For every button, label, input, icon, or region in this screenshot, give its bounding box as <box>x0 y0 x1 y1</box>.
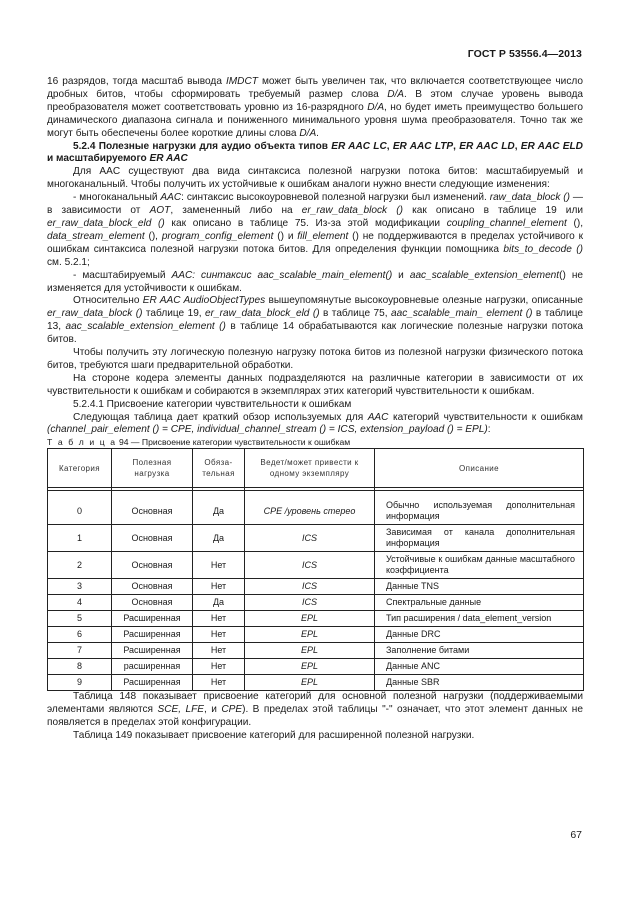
cell-category: 1 <box>48 525 112 552</box>
cell-mandatory: Да <box>193 491 245 525</box>
cell-mandatory: Нет <box>193 675 245 691</box>
cell-instance <box>245 525 375 552</box>
page-number: 67 <box>570 829 582 841</box>
italic-run: program_config_element <box>161 230 274 242</box>
text-run: ). В пределах этой таблицы "-" означает, что этот элемент данных не появляется в пределах этой конфигурации. <box>47 704 583 729</box>
instance-text: CPE /уровень стерео <box>263 505 356 516</box>
section-heading-5-2-4 <box>47 141 583 167</box>
header-instance: Ведет/может привести к одному экземпляру <box>245 449 375 488</box>
text-run: в таблице 14 обрабатываются как логические полезные нагрузки потока битов. <box>47 321 583 346</box>
instance-text: EPL <box>300 645 318 656</box>
instance-text: ICS <box>301 532 317 543</box>
paragraph-encoder-categories: На стороне кодера элементы данных подразделяются на различные категории в зависимости от их чувствительности к ошибкам и собираются в экземплярах этих категорий чувствительности к ошибкам. <box>47 372 583 397</box>
table-row <box>48 525 584 552</box>
cell-payload: Расширенная <box>112 627 193 643</box>
cell-category: 4 <box>48 595 112 611</box>
italic-run: fill_element <box>297 230 349 242</box>
cell-instance <box>245 611 375 627</box>
italic-run: ER AAC <box>149 153 188 165</box>
paragraph-scalable <box>47 270 583 296</box>
cell-payload: Расширенная <box>112 675 193 691</box>
italic-run: ER AAC LTP <box>392 140 454 152</box>
header-description: Описание <box>375 449 584 488</box>
italic-run: aac_scalable_extension_element () <box>65 321 226 333</box>
cell-mandatory: Нет <box>193 552 245 579</box>
instance-text: ICS <box>301 559 317 570</box>
text-run: () не поддерживаются в пределах устойчивого к ошибкам синтаксиса полезной нагрузки потока битов. Для определения функции помощника <box>47 230 584 255</box>
cell-instance <box>245 675 375 691</box>
cell-description: Обычно используемая дополнительная информация <box>375 491 584 525</box>
italic-run: er_raw_data_block () <box>47 308 143 320</box>
table-row <box>48 595 584 611</box>
cell-instance <box>245 579 375 595</box>
text-run: , <box>386 140 393 152</box>
italic-run: AOT <box>149 205 171 217</box>
italic-run: (channel_pair_element () = CPE, individual_channel_stream () = ICS, extension_payload () = EPL) <box>47 424 488 436</box>
table-row <box>48 579 584 595</box>
text-run: (), <box>566 217 583 229</box>
cell-instance <box>245 643 375 659</box>
cell-mandatory: Нет <box>193 643 245 659</box>
instance-text: EPL <box>300 677 318 688</box>
text-run: категорий чувствительности к ошибкам <box>388 411 583 423</box>
paragraph-word-length <box>47 76 583 141</box>
cell-instance <box>245 659 375 675</box>
instance-text: EPL <box>300 661 318 672</box>
text-run: Относительно <box>73 295 143 307</box>
cell-description: Устойчивые к ошибкам данные масштабного коэффициента <box>375 552 584 579</box>
paragraph-aac-syntax: Для AAC существуют два вида синтаксиса полезной нагрузки потока битов: масштабируемый и многоканальный. Чтобы получить их устойчивые к ошибкам аналоги нужно внести следующие изменения: <box>47 166 583 191</box>
cell-payload: Основная <box>112 552 193 579</box>
cell-category: 6 <box>48 627 112 643</box>
cell-description: Данные DRC <box>375 627 584 643</box>
cell-instance <box>245 552 375 579</box>
text-run: может быть увеличен так, что включается соответствующее число дробных битов, чтобы сформировать требуемый размер слова <box>47 76 583 100</box>
italic-run: data_stream_element <box>47 230 145 242</box>
text-run: в таблице 75, <box>319 308 391 320</box>
cell-description: Заполнение битами <box>375 643 584 659</box>
table-row <box>48 552 584 579</box>
cell-description: Спектральные данные <box>375 595 584 611</box>
cell-category: 7 <box>48 643 112 659</box>
cell-payload: Основная <box>112 525 193 552</box>
italic-run: aac_scalable_extension_element <box>409 269 560 281</box>
italic-run: er_raw_data_block_eld () <box>47 217 165 229</box>
cell-instance <box>245 491 375 525</box>
italic-run: SCE, LFE <box>157 704 204 716</box>
text-run: , но будет иметь преимущество большего динамического диапазона сигнала и пониженного минимального уровня шума преобразователя. Точно так же могут быть обеспечены более короткие длины слова <box>47 101 583 139</box>
page-content <box>47 76 583 743</box>
header-mandatory: Обяза-тельная <box>193 449 245 488</box>
text-run: , <box>514 140 521 152</box>
caption-prefix: Т а б л и ц а <box>47 437 117 448</box>
italic-run: ER AAC AudioObjectTypes <box>142 295 266 307</box>
text-run: , <box>453 140 460 152</box>
document-code: ГОСТ Р 53556.4—2013 <box>467 48 582 60</box>
text-run: : <box>487 424 491 436</box>
cell-description: Тип расширения / data_element_version <box>375 611 584 627</box>
paragraph-er-aac-object-types <box>47 295 583 347</box>
cell-payload: Расширенная <box>112 611 193 627</box>
instance-text: EPL <box>300 629 318 640</box>
cell-category: 0 <box>48 491 112 525</box>
cell-mandatory: Нет <box>193 627 245 643</box>
text-run: и масштабируемого <box>47 153 150 165</box>
cell-description: Данные TNS <box>375 579 584 595</box>
italic-run: AAC: синтаксис aac_scalable_main_element() <box>171 269 393 281</box>
table-row <box>48 611 584 627</box>
instance-text: EPL <box>300 613 318 624</box>
italic-run: D/A <box>299 127 317 139</box>
cell-category: 5 <box>48 611 112 627</box>
instance-text: ICS <box>301 597 317 608</box>
caption-text: 94 — Присвоение категории чувствительности к ошибкам <box>116 437 351 448</box>
table-row <box>48 659 584 675</box>
text-run: как описано в таблице 19 или <box>402 205 583 217</box>
text-run: в таблице 13, <box>47 308 583 333</box>
cell-payload: Основная <box>112 595 193 611</box>
text-run: 16 разрядов, тогда масштаб вывода <box>47 76 226 87</box>
paragraph-table-148 <box>47 691 583 730</box>
paragraph-multichannel <box>47 192 583 269</box>
text-run: как описано в таблице 75. Из-за этой модификации <box>164 217 447 229</box>
italic-run: er_raw_data_block () <box>301 205 403 217</box>
table-caption <box>47 437 583 448</box>
text-run: вышеупомянутые высокоуровневые олезные нагрузки, описанные <box>265 295 583 307</box>
text-run: : синтаксис высокоуровневой полезной нагрузки был изменений. <box>181 192 490 204</box>
cell-payload: Основная <box>112 579 193 595</box>
text-run: Следующая таблица дает краткий обзор используемых для <box>73 411 368 423</box>
table-row <box>48 643 584 659</box>
text-run: - масштабируемый <box>73 269 172 281</box>
cell-mandatory: Нет <box>193 579 245 595</box>
table-header-row <box>48 449 584 488</box>
italic-run: raw_data_block () <box>489 192 571 204</box>
text-run: таблице 19, <box>142 308 206 320</box>
paragraph-preprocessing: Чтобы получить эту логическую полезную нагрузку потока битов из полезной нагрузки физического потока битов, требуются шаги предварительной обработки. <box>47 347 583 371</box>
text-run: — в зависимости от <box>47 192 583 217</box>
text-run: . <box>316 127 319 139</box>
cell-mandatory: Да <box>193 525 245 552</box>
header-category: Категория <box>48 449 112 488</box>
text-run: - многоканальный <box>73 192 161 204</box>
cell-mandatory: Да <box>193 595 245 611</box>
text-run: () и <box>273 230 298 242</box>
cell-payload: расширенная <box>112 659 193 675</box>
cell-description: Данные SBR <box>375 675 584 691</box>
text-run: . В этом случае уровень вывода преобразователя может соответствовать уровню из 16-разрядного <box>47 88 583 113</box>
text-run: см. 5.2.1; <box>47 256 90 268</box>
italic-run: bits_to_decode () <box>503 243 584 255</box>
cell-instance <box>245 627 375 643</box>
table-row <box>48 491 584 525</box>
text-run: и <box>392 269 410 281</box>
italic-run: IMDCT <box>225 76 258 87</box>
cell-description: Зависимая от канала дополнительная информация <box>375 525 584 552</box>
instance-text: ICS <box>301 581 317 592</box>
cell-category: 9 <box>48 675 112 691</box>
subsection-heading-5-2-4-1: 5.2.4.1 Присвоение категории чувствительности к ошибкам <box>73 398 352 410</box>
sensitivity-category-table <box>47 448 584 691</box>
header-payload: Полезная нагрузка <box>112 449 193 488</box>
cell-category: 2 <box>48 552 112 579</box>
italic-run: AAC <box>160 192 182 204</box>
italic-run: coupling_channel_element <box>446 217 567 229</box>
text-run: (), <box>144 230 162 242</box>
text-run: , и <box>203 704 222 716</box>
text-run: () не изменяется для устойчивости к ошибкам. <box>47 269 584 294</box>
table-row <box>48 627 584 643</box>
italic-run: D/A <box>367 101 385 113</box>
italic-run: ER AAC LC <box>331 140 387 152</box>
text-run: , замененный либо на <box>170 205 302 217</box>
text-run: Таблица 148 показывает присвоение категорий для основной полезной нагрузки (поддерживаемыми элементами являются <box>47 691 583 716</box>
italic-run: ER AAC LD <box>459 140 515 152</box>
italic-run: D/A <box>387 88 405 100</box>
text-run: 5.2.4 Полезные нагрузки для аудио объекта типов <box>73 140 332 152</box>
cell-instance <box>245 595 375 611</box>
cell-description: Данные ANC <box>375 659 584 675</box>
cell-category: 3 <box>48 579 112 595</box>
italic-run: CPE <box>221 704 243 716</box>
cell-mandatory: Нет <box>193 611 245 627</box>
cell-category: 8 <box>48 659 112 675</box>
cell-payload: Расширенная <box>112 643 193 659</box>
italic-run: aac_scalable_main_ element () <box>390 308 533 320</box>
italic-run: er_raw_data_block_eld () <box>205 308 320 320</box>
paragraph-table-intro <box>47 412 583 438</box>
paragraph-table-149: Таблица 149 показывает присвоение категорий для расширенной полезной нагрузки. <box>73 730 475 742</box>
cell-mandatory: Нет <box>193 659 245 675</box>
cell-payload: Основная <box>112 491 193 525</box>
italic-run: AAC <box>367 411 389 423</box>
italic-run: ER AAC ELD <box>520 140 583 152</box>
table-row <box>48 675 584 691</box>
